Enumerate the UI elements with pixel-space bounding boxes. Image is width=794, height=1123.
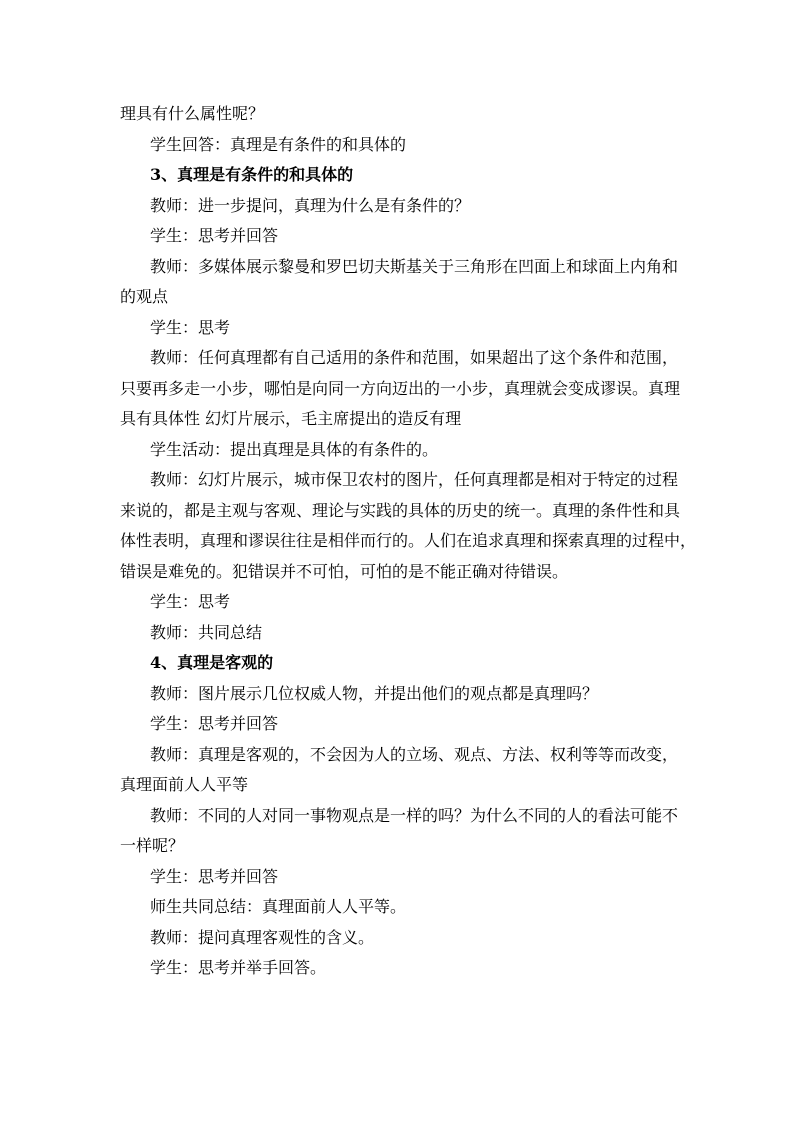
text-line: 教师：进一步提问，真理为什么是有条件的？ <box>150 195 471 215</box>
section-heading: 3、真理是有条件的和具体的 <box>150 165 354 184</box>
text-line: 学生回答：真理是有条件的和具体的 <box>150 134 407 154</box>
text-line: 具有具体性 幻灯片展示，毛主席提出的造反有理 <box>120 409 462 428</box>
text-line: 错误是难免的。犯错误并不可怕，可怕的是不能正确对待错误。 <box>120 561 569 581</box>
text-line: 学生：思考 <box>150 592 231 611</box>
text-line: 教师：不同的人对同一事物观点是一样的吗？为什么不同的人的看法可能不 <box>150 805 679 825</box>
text-line: 教师：任何真理都有自己适用的条件和范围，如果超出了这个条件和范围， <box>150 348 679 367</box>
text-line: 只要再多走一小步，哪怕是向同一方向迈出的一小步，真理就会变成谬误。真理 <box>120 378 681 398</box>
text-line: 学生：思考并回答 <box>150 226 279 245</box>
text-line: 教师：幻灯片展示，城市保卫农村的图片，任何真理都是相对于特定的过程 <box>150 470 679 489</box>
text-line: 教师：提问真理客观性的含义。 <box>150 927 375 947</box>
text-line: 的观点 <box>120 287 169 306</box>
section-heading: 4、真理是客观的 <box>150 653 274 672</box>
text-line: 教师：图片展示几位权威人物，并提出他们的观点都是真理吗？ <box>150 683 599 703</box>
text-line: 理具有什么属性呢？ <box>120 104 265 123</box>
text-line: 学生：思考并回答 <box>150 866 279 886</box>
text-line: 学生活动：提出真理是具体的有条件的。 <box>150 439 439 459</box>
document-page <box>120 99 697 984</box>
text-line: 一样呢？ <box>120 836 185 855</box>
text-line: 学生：思考并举手回答。 <box>150 958 327 977</box>
text-line: 学生：思考并回答 <box>150 714 279 733</box>
text-line: 教师：真理是客观的，不会因为人的立场、观点、方法、权利等等而改变， <box>150 744 679 764</box>
text-line: 教师：共同总结 <box>150 622 263 642</box>
text-line: 真理面前人人平等 <box>120 775 249 794</box>
text-line: 学生：思考 <box>150 317 231 337</box>
text-line: 体性表明，真理和谬误往往是相伴而行的。人们在追求真理和探索真理的过程中， <box>120 531 697 550</box>
text-line: 教师：多媒体展示黎曼和罗巴切夫斯基关于三角形在凹面上和球面上内角和 <box>150 256 679 276</box>
text-line: 师生共同总结：真理面前人人平等。 <box>150 897 407 916</box>
text-line: 来说的，都是主观与客观、理论与实践的具体的历史的统一。真理的条件性和具 <box>120 500 681 520</box>
